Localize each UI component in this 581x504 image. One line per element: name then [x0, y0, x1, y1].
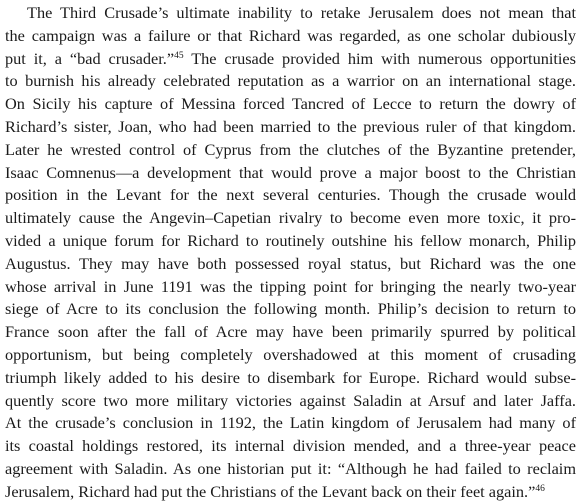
- footnote-marker: 45: [174, 50, 184, 61]
- text-line: [5, 48, 576, 71]
- text-line: the campaign was a failure or that Richard was regarded, as one scholar dubiously: [5, 25, 576, 45]
- text-line: siege of Acre to its conclusion the following month. Philip’s decision to return to: [5, 299, 576, 319]
- text-segment: The crusade provided him with numerous opportunities: [183, 48, 576, 68]
- text-line: Richard’s sister, Joan, who had been married to the previous ruler of that kingdom.: [5, 116, 576, 136]
- book-page: [5, 2, 576, 504]
- text-line: [5, 481, 576, 504]
- text-line: agreement with Saladin. As one historian put it: “Although he had failed to reclaim: [5, 458, 576, 478]
- text-line: The Third Crusade’s ultimate inability to retake Jerusalem does not mean that: [27, 3, 576, 22]
- text-line: its coastal holdings restored, its internal division mended, and a three-year peace: [5, 436, 576, 456]
- text-line: triumph likely added to his desire to disembark for Europe. Richard would subse-: [5, 367, 576, 387]
- text-line: vided a unique forum for Richard to routinely outshine his fellow monarch, Philip: [5, 230, 576, 250]
- text-line: Later he wrested control of Cyprus from the clutches of the Byzantine pretender,: [5, 139, 576, 159]
- text-line: France soon after the fall of Acre may have been primarily spurred by political: [5, 322, 576, 342]
- text-segment: Jerusalem, Richard had put the Christians of the Levant back on their feet again.”: [5, 481, 536, 501]
- text-line: opportunism, but being completely overshadowed at this moment of crusading: [5, 344, 576, 364]
- text-line: At the crusade’s conclusion in 1192, the Latin kingdom of Jerusalem had many of: [5, 413, 576, 433]
- text-line: quently score two more military victories against Saladin at Arsuf and later Jaffa.: [5, 390, 576, 410]
- text-line: position in the Levant for the next several centuries. Though the crusade would: [5, 185, 576, 205]
- text-line: to burnish his already celebrated reputation as a warrior on an international stage.: [5, 71, 576, 91]
- body-paragraph: [5, 2, 576, 504]
- text-line: ultimately cause the Angevin–Capetian rivalry to become even more toxic, it pro-: [5, 208, 576, 228]
- text-line: Isaac Comnenus—a development that would prove a major boost to the Christian: [5, 162, 576, 182]
- footnote-marker: 46: [535, 483, 545, 494]
- text-line: whose arrival in June 1191 was the tipping point for bringing the nearly two-year: [5, 276, 576, 296]
- text-line: On Sicily his capture of Messina forced Tancred of Lecce to return the dowry of: [5, 94, 576, 114]
- text-line: Augustus. They may have both possessed royal status, but Richard was the one: [5, 253, 576, 273]
- text-segment: put it, a “bad crusader.”: [5, 48, 175, 68]
